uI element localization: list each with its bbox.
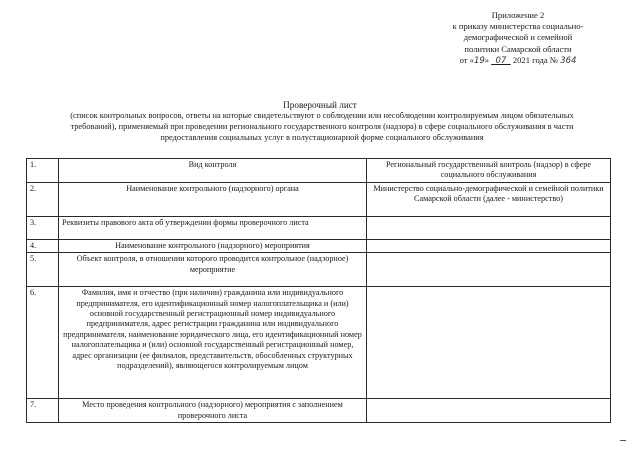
row-number: 7. <box>27 399 59 423</box>
row-value <box>367 287 611 399</box>
checklist-table <box>26 158 611 423</box>
order-year: 2021 года № <box>512 54 559 65</box>
row-label: Объект контроля, в отношении которого проводится контрольное (надзорное) мероприятие <box>59 253 367 287</box>
row-label: Реквизиты правового акта об утверждении формы проверочного листа <box>59 216 367 239</box>
row-number: 5. <box>27 253 59 287</box>
appendix-header <box>418 10 618 67</box>
order-month: 07 <box>495 55 507 66</box>
row-label: Вид контроля <box>59 159 367 183</box>
table-row <box>27 287 611 399</box>
row-number: 2. <box>27 182 59 216</box>
appendix-line-3: демографической и семейной <box>463 32 573 43</box>
scan-mark <box>620 436 626 441</box>
row-number: 6. <box>27 287 59 399</box>
table-row <box>27 182 611 216</box>
row-number: 1. <box>27 159 59 183</box>
appendix-line-4: политики Самарской области <box>464 43 572 54</box>
row-value <box>367 399 611 423</box>
row-label: Наименование контрольного (надзорного) органа <box>59 182 367 216</box>
table-row <box>27 216 611 239</box>
row-label: Наименование контрольного (надзорного) мероприятия <box>59 239 367 252</box>
row-label: Фамилия, имя и отчество (при наличии) гражданина или индивидуального предпринимателя, его идентификационный номер налогоплательщика и (или) основной государственный регистрационный номер индивидуального предпринимателя, адрес регистрации гражданина или индивидуального предпринимателя, наименование юридического лица, его идентификационный номер налогоплательщика и (или) основной государственный регистрационный номер, адрес организации (ее филиалов, представительств, обособленных структурных подразделений), являющегося контролируемым лицом <box>59 287 367 399</box>
row-value <box>367 239 611 252</box>
row-number: 4. <box>27 239 59 252</box>
table-row <box>27 399 611 423</box>
document-subtitle: (список контрольных вопросов, ответы на которые свидетельствуют о соблюдении или несоблюдении контролируемым лицом обязательных требований), применяемый при проведении регионального государственного контроля (надзора) в сфере социального обслуживания в части предоставления социальных услуг в полустационарной форме социального обслуживания <box>70 111 574 143</box>
appendix-line-2: к приказу министерства социально- <box>452 21 584 32</box>
order-number: 364 <box>560 55 577 66</box>
date-prefix: от « <box>459 54 474 65</box>
row-value: Региональный государственный контроль (надзор) в сфере социального обслуживания <box>367 159 611 183</box>
row-label: Место проведения контрольного (надзорного) мероприятия с заполнением проверочного листа <box>59 399 367 423</box>
order-day: 19 <box>473 55 485 66</box>
table-row <box>27 253 611 287</box>
appendix-line-1: Приложение 2 <box>491 10 545 20</box>
document-title: Проверочный лист <box>283 100 357 110</box>
table-row <box>27 159 611 183</box>
row-number: 3. <box>27 216 59 239</box>
row-value <box>367 253 611 287</box>
table-row <box>27 239 611 252</box>
order-date-line <box>418 55 618 67</box>
row-value <box>367 216 611 239</box>
row-value: Министерство социально-демографической и семейной политики Самарской области (далее - министерство) <box>367 182 611 216</box>
date-day-close: » <box>484 54 490 65</box>
